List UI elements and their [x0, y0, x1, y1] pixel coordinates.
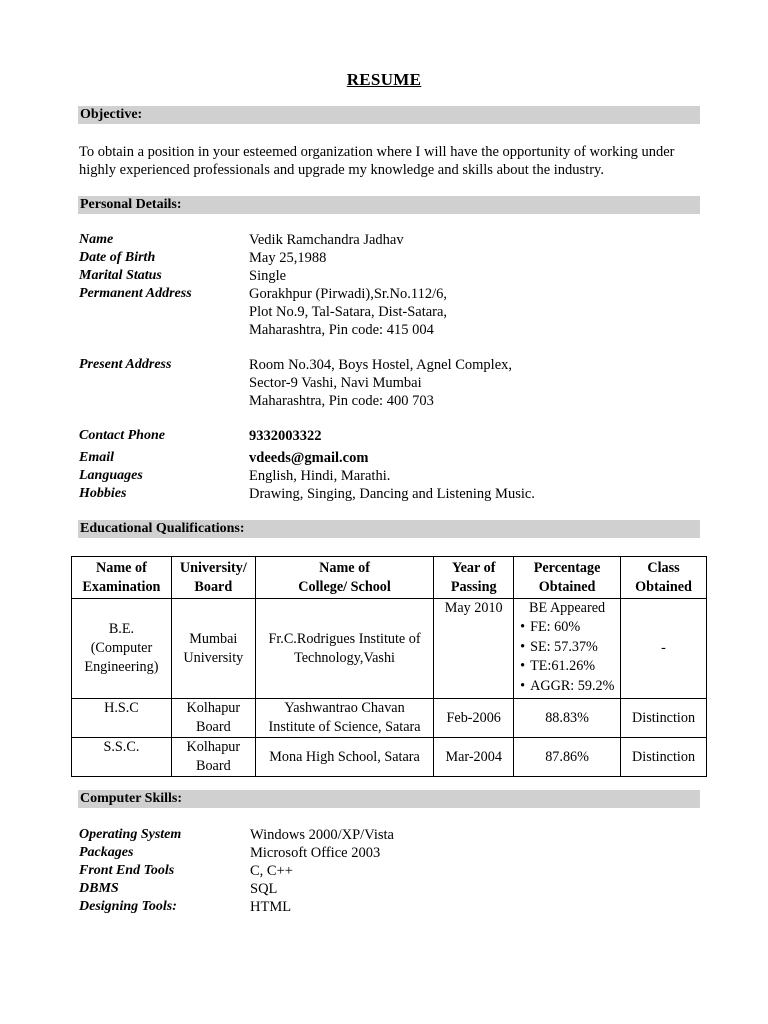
header-percentage: Percentage Obtained	[514, 557, 621, 599]
cell-class: -	[621, 599, 707, 699]
marital-status-value: Single	[249, 268, 287, 284]
header-class: Class Obtained	[621, 557, 707, 599]
permanent-address-line-1: Gorakhpur (Pirwadi),Sr.No.112/6,	[249, 286, 448, 302]
email-value: vdeeds@gmail.com	[249, 450, 369, 466]
contact-phone-label: Contact Phone	[79, 428, 165, 443]
cell-college: Mona High School, Satara	[255, 738, 434, 777]
cell-year: Feb-2006	[434, 699, 514, 738]
present-address-line-1: Room No.304, Boys Hostel, Agnel Complex,	[249, 357, 513, 373]
packages-label: Packages	[79, 845, 134, 860]
cell-exam: S.S.C.	[72, 738, 172, 777]
languages-label: Languages	[79, 468, 143, 483]
operating-system-label: Operating System	[79, 827, 182, 842]
resume-title: RESUME	[346, 70, 422, 89]
email-label: Email	[79, 450, 115, 465]
cell-college: Fr.C.Rodrigues Institute of Technology,Vashi	[255, 599, 434, 699]
cell-class: Distinction	[621, 699, 707, 738]
packages-value: Microsoft Office 2003	[250, 845, 381, 861]
cell-college: Yashwantrao Chavan Institute of Science, Satara	[255, 699, 434, 738]
header-board: University/ Board	[171, 557, 255, 599]
personal-details-heading: Personal Details:	[78, 196, 700, 214]
dob-label: Date of Birth	[79, 250, 156, 265]
bullet-icon: •	[520, 638, 526, 655]
table-row	[72, 699, 707, 738]
list-item: • TE:61.26%	[520, 657, 618, 677]
computer-skills-heading: Computer Skills:	[78, 790, 700, 808]
cell-exam: H.S.C	[72, 699, 172, 738]
cell-board: Kolhapur Board	[171, 738, 255, 777]
objective-text	[79, 143, 704, 179]
designing-tools-value: HTML	[250, 899, 292, 915]
contact-phone-value: 9332003322	[249, 428, 322, 444]
cell-class: Distinction	[621, 738, 707, 777]
cell-percentage: 87.86%	[514, 738, 621, 777]
permanent-address-line-2: Plot No.9, Tal-Satara, Dist-Satara,	[249, 304, 448, 320]
percentage-title: BE Appeared	[529, 600, 606, 616]
present-address-line-2: Sector-9 Vashi, Navi Mumbai	[249, 375, 422, 391]
table-row	[72, 599, 707, 699]
objective-heading: Objective:	[78, 106, 700, 124]
cell-board: Kolhapur Board	[171, 699, 255, 738]
header-year: Year of Passing	[434, 557, 514, 599]
permanent-address-value	[249, 285, 447, 339]
table-row	[72, 738, 707, 777]
permanent-address-label: Permanent Address	[79, 286, 192, 301]
name-value: Vedik Ramchandra Jadhav	[249, 232, 404, 248]
cell-exam: B.E. (Computer Engineering)	[72, 599, 172, 699]
name-label: Name	[79, 232, 114, 247]
present-address-label: Present Address	[79, 357, 172, 372]
cell-board: Mumbai University	[171, 599, 255, 699]
hobbies-label: Hobbies	[79, 486, 127, 501]
cell-year: May 2010	[434, 599, 514, 699]
cell-percentage	[514, 599, 621, 699]
dbms-label: DBMS	[79, 881, 119, 896]
bullet-icon: •	[520, 658, 526, 674]
front-end-tools-value: C, C++	[250, 863, 293, 879]
bullet-icon: •	[520, 619, 526, 635]
percentage-list	[516, 618, 618, 696]
present-address-value	[249, 356, 512, 410]
dob-value: May 25,1988	[249, 250, 327, 266]
list-item: • SE: 57.37%	[520, 638, 618, 658]
education-table	[71, 556, 707, 777]
front-end-tools-label: Front End Tools	[79, 863, 175, 878]
cell-year: Mar-2004	[434, 738, 514, 777]
cell-percentage: 88.83%	[514, 699, 621, 738]
present-address-line-3: Maharashtra, Pin code: 400 703	[249, 393, 434, 409]
hobbies-value: Drawing, Singing, Dancing and Listening Music.	[249, 486, 535, 502]
education-heading: Educational Qualifications:	[78, 520, 700, 538]
header-exam: Name of Examination	[72, 557, 172, 599]
designing-tools-label: Designing Tools:	[79, 899, 177, 914]
objective-line-2: highly experienced professionals and upgrade my knowledge and skills about the industry.	[79, 162, 604, 178]
dbms-value: SQL	[250, 881, 278, 897]
permanent-address-line-3: Maharashtra, Pin code: 415 004	[249, 322, 434, 338]
list-item: • FE: 60%	[520, 618, 618, 638]
list-item: • AGGR: 59.2%	[520, 677, 618, 697]
bullet-icon: •	[520, 677, 526, 694]
header-college: Name of College/ School	[255, 557, 434, 599]
marital-status-label: Marital Status	[79, 268, 162, 283]
operating-system-value: Windows 2000/XP/Vista	[250, 827, 394, 843]
education-header-row	[72, 557, 707, 599]
languages-value: English, Hindi, Marathi.	[249, 468, 391, 484]
objective-line-1: To obtain a position in your esteemed organization where I will have the opportunity of working under	[79, 144, 675, 160]
